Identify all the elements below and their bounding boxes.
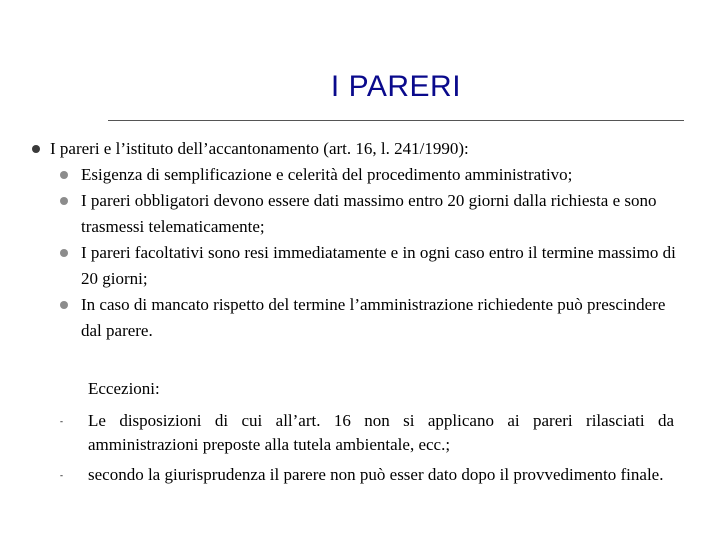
sub-item-list [60, 162, 690, 344]
sub-item-text: I pareri obbligatori devono essere dati massimo entro 20 giorni dalla richiesta e sono trasmessi telematicamente; [81, 191, 657, 236]
bullet-icon [60, 197, 68, 205]
dash-bullet-icon: - [60, 416, 63, 426]
bullet-icon [60, 171, 68, 179]
dash-bullet-icon: - [60, 470, 63, 480]
exceptions-heading: Eccezioni: [88, 379, 160, 398]
sub-item-text: Esigenza di semplificazione e celerità del procedimento amministrativo; [81, 165, 573, 184]
bullet-icon [60, 249, 68, 257]
sub-item [60, 162, 681, 188]
main-bullet-icon [32, 145, 40, 153]
sub-item-text: I pareri facoltativi sono resi immediatamente e in ogni caso entro il termine massimo di 20 giorni; [81, 243, 676, 288]
sub-item [60, 292, 681, 344]
main-item: I pareri e l’istituto dell’accantonamento (art. 16, l. 241/1990): [50, 139, 469, 158]
sub-item-text: In caso di mancato rispetto del termine l’amministrazione richiedente può prescindere dal parere. [81, 295, 666, 340]
slide-title: I PARERI [330, 70, 462, 103]
exceptions-list [60, 409, 674, 493]
sub-item [60, 188, 681, 240]
sub-item [60, 240, 681, 292]
exception-text: secondo la giurisprudenza il parere non può esser dato dopo il provvedimento finale. [88, 465, 664, 484]
exception-item [60, 409, 674, 457]
exception-item [60, 463, 674, 487]
title-divider [108, 120, 684, 121]
exception-text: Le disposizioni di cui all’art. 16 non si applicano ai pareri rilasciati da amministrazioni preposte alla tutela ambientale, ecc.; [88, 411, 674, 454]
bullet-icon [60, 301, 68, 309]
